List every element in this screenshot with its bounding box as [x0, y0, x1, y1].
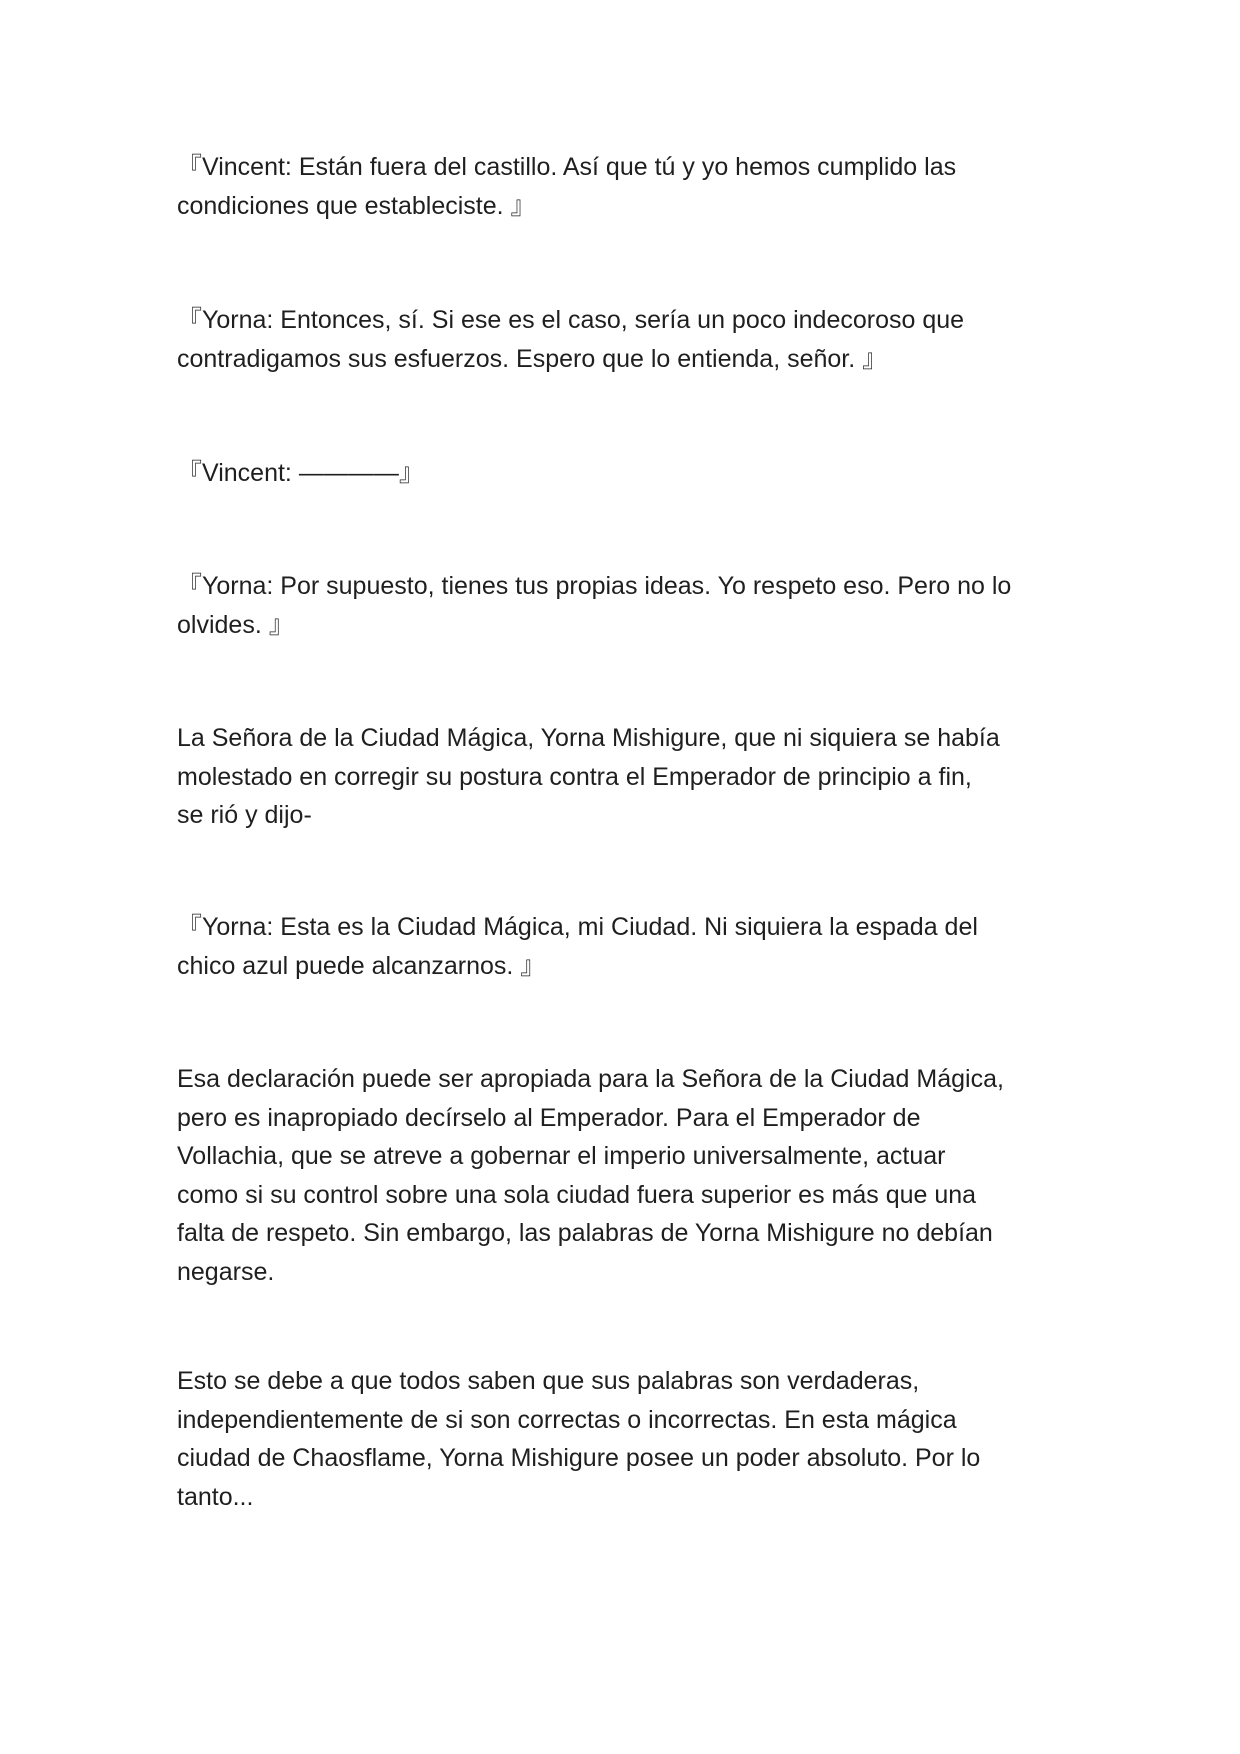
paragraph-dialogue-yorna-1: 『Yorna: Entonces, sí. Si ese es el caso, sería un poco indecoroso que contradigamos sus esfuerzos. Espero que lo entienda, señor. 』 [177, 306, 965, 373]
paragraph-narration-3: Esto se debe a que todos saben que sus palabras son verdaderas, independientemente de si son correctas o incorrectas. En esta mágica ciudad de Chaosflame, Yorna Mishigure posee un poder absoluto. Por lo tanto... [177, 1367, 981, 1511]
paragraph-dialogue-yorna-2: 『Yorna: Por supuesto, tienes tus propias ideas. Yo respeto eso. Pero no lo olvides. 』 [177, 572, 1012, 639]
paragraph-narration-1: La Señora de la Ciudad Mágica, Yorna Mishigure, que ni siquiera se había molestado en corregir su postura contra el Emperador de principio a fin, se rió y dijo- [177, 724, 1000, 829]
paragraph-dialogue-yorna-3: 『Yorna: Esta es la Ciudad Mágica, mi Ciudad. Ni siquiera la espada del chico azul puede alcanzarnos. 』 [177, 913, 978, 980]
paragraph-dialogue-vincent-2: 『Vincent: ————』 [177, 459, 424, 487]
paragraph-narration-2: Esa declaración puede ser apropiada para la Señora de la Ciudad Mágica, pero es inapropiado decírselo al Emperador. Para el Emperador de Vollachia, que se atreve a gobernar el imperio universalmente, actuar como si su control sobre una sola ciudad fuera superior es más que una falta de respeto. Sin embargo, las palabras de Yorna Mishigure no debían negarse. [177, 1065, 1004, 1286]
paragraph-dialogue-vincent-1: 『Vincent: Están fuera del castillo. Así que tú y yo hemos cumplido las condiciones que estableciste. 』 [177, 153, 957, 220]
